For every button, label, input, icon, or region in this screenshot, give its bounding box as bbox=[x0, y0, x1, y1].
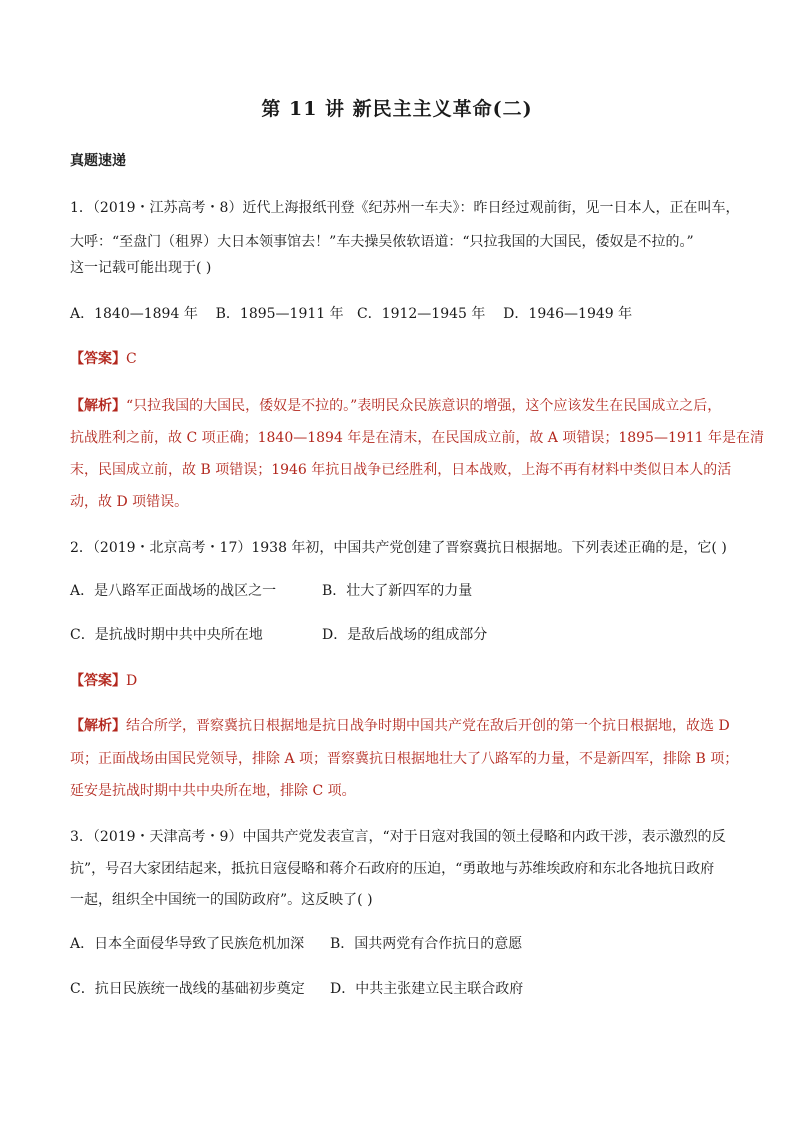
analysis-text: 结合所学，晋察冀抗日根据地是抗日战争时期中国共产党在敌后开创的第一个抗日根据地，故选 D bbox=[126, 718, 730, 734]
q1-analysis-line-1 bbox=[70, 396, 730, 416]
q2-stem: 2．（2019・北京高考・17）1938 年初，中国共产党创建了晋察冀抗日根据地。下列表述正确的是，它( ) bbox=[70, 540, 727, 556]
q1-answer bbox=[70, 349, 730, 369]
page-title: 第 11 讲 新民主主义革命(二) bbox=[261, 98, 533, 120]
q3-stem-line-1: 3．（2019・天津高考・9）中国共产党发表宣言，“对于日寇对我国的领土侵略和内政干涉，表示激烈的反 bbox=[70, 829, 726, 845]
q3-option-b: B．国共两党有合作抗日的意愿 bbox=[330, 936, 523, 952]
q2-option-d: D．是敌后战场的组成部分 bbox=[322, 627, 488, 643]
analysis-tag: 【解析】 bbox=[70, 398, 126, 414]
q2-analysis-line-3: 延安是抗战时期中共中央所在地，排除 C 项。 bbox=[70, 783, 356, 799]
q2-option-a: A．是八路军正面战场的战区之一 bbox=[70, 583, 277, 599]
q1-stem-line-2: 大呼：“至盘门（租界）大日本领事馆去！”车夫操吴侬软语道：“只拉我国的大国民，倭奴是不拉的。” bbox=[70, 234, 694, 250]
q2-analysis-line-2: 项；正面战场由国民党领导，排除 A 项；晋察冀抗日根据地壮大了八路军的力量，不是新四军，排除 B 项； bbox=[70, 751, 739, 767]
q3-option-a: A．日本全面侵华导致了民族危机加深 bbox=[70, 936, 305, 952]
answer-tag: 【答案】 bbox=[70, 673, 126, 689]
q3-option-d: D．中共主张建立民主联合政府 bbox=[330, 981, 524, 997]
analysis-tag: 【解析】 bbox=[70, 718, 126, 734]
q2-option-c: C．是抗战时期中共中央所在地 bbox=[70, 627, 263, 643]
q3-stem-line-3: 一起，组织全中国统一的国防政府”。这反映了( ) bbox=[70, 892, 373, 908]
answer-value: C bbox=[126, 351, 137, 367]
q1-analysis-line-3: 末，民国成立前，故 B 项错误；1946 年抗日战争已经胜利，日本战败，上海不再有材料中类似日本人的活 bbox=[70, 462, 732, 478]
q2-option-b: B．壮大了新四军的力量 bbox=[322, 583, 473, 599]
q3-option-c: C．抗日民族统一战线的基础初步奠定 bbox=[70, 981, 305, 997]
answer-value: D bbox=[126, 673, 138, 689]
analysis-text: “只拉我国的大国民，倭奴是不拉的。”表明民众民族意识的增强，这个应该发生在民国成立之后， bbox=[126, 398, 722, 414]
q2-answer bbox=[70, 671, 730, 691]
q1-stem-line-1: 1．（2019・江苏高考・8）近代上海报纸刊登《纪苏州一车夫》：昨日经过观前街，见一日本人，正在叫车， bbox=[70, 200, 740, 216]
answer-tag: 【答案】 bbox=[70, 351, 126, 367]
q2-analysis-line-1 bbox=[70, 716, 730, 736]
section-heading: 真题速递 bbox=[70, 153, 126, 169]
q1-analysis-line-4: 动，故 D 项错误。 bbox=[70, 494, 189, 510]
q3-stem-line-2: 抗”，号召大家团结起来，抵抗日寇侵略和蒋介石政府的压迫，“勇敢地与苏维埃政府和东北各地抗日政府 bbox=[70, 861, 715, 877]
q1-stem-line-3: 这一记载可能出现于( ) bbox=[70, 260, 212, 276]
q1-options: A．1840—1894 年 B．1895—1911 年 C．1912—1945 年 D．1946—1949 年 bbox=[70, 306, 633, 322]
q1-analysis-line-2: 抗战胜利之前，故 C 项正确；1840—1894 年是在清末，在民国成立前，故 A 项错误；1895—1911 年是在清 bbox=[70, 430, 765, 446]
